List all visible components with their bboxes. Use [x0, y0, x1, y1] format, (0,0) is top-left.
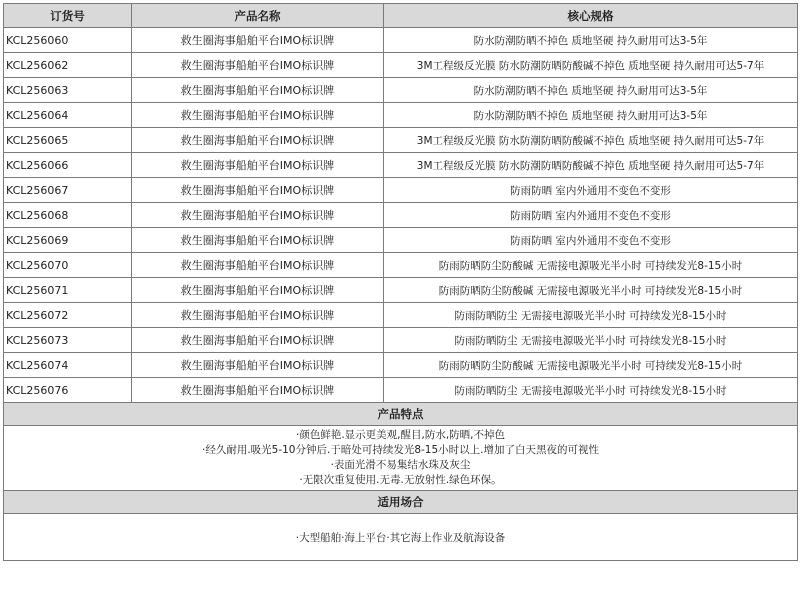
cell-spec: 防水防潮防晒不掉色 质地坚硬 持久耐用可达3-5年: [384, 103, 798, 128]
features-row: [4, 426, 798, 491]
cell-name: 救生圈海事船舶平台IMO标识牌: [132, 303, 384, 328]
cell-code: KCL256068: [4, 203, 132, 228]
table-row: [4, 253, 798, 278]
table-row: [4, 278, 798, 303]
cell-name: 救生圈海事船舶平台IMO标识牌: [132, 378, 384, 403]
cell-name: 救生圈海事船舶平台IMO标识牌: [132, 253, 384, 278]
cell-spec: 防雨防晒 室内外通用不变色不变形: [384, 178, 798, 203]
cell-name: 救生圈海事船舶平台IMO标识牌: [132, 128, 384, 153]
table-row: [4, 78, 798, 103]
feature-line: ·无限次重复使用.无毒.无放射性.绿色环保。: [299, 474, 502, 486]
table-row: [4, 303, 798, 328]
cell-code: KCL256069: [4, 228, 132, 253]
table-row: [4, 203, 798, 228]
cell-code: KCL256060: [4, 28, 132, 53]
features-list: [4, 426, 798, 491]
cell-spec: 防雨防晒防尘防酸碱 无需接电源吸光半小时 可持续发光8-15小时: [384, 353, 798, 378]
cell-spec: 防水防潮防晒不掉色 质地坚硬 持久耐用可达3-5年: [384, 78, 798, 103]
cell-spec: 防雨防晒防尘防酸碱 无需接电源吸光半小时 可持续发光8-15小时: [384, 278, 798, 303]
usage-row: [4, 514, 798, 561]
cell-spec: 3M工程级反光膜 防水防潮防晒防酸碱不掉色 质地坚硬 持久耐用可达5-7年: [384, 53, 798, 78]
table-row: [4, 153, 798, 178]
cell-spec: 防水防潮防晒不掉色 质地坚硬 持久耐用可达3-5年: [384, 28, 798, 53]
usage-header-row: [4, 491, 798, 514]
cell-spec: 防雨防晒防尘防酸碱 无需接电源吸光半小时 可持续发光8-15小时: [384, 253, 798, 278]
cell-code: KCL256066: [4, 153, 132, 178]
header-spec: 核心规格: [384, 4, 798, 28]
cell-code: KCL256067: [4, 178, 132, 203]
cell-spec: 防雨防晒 室内外通用不变色不变形: [384, 203, 798, 228]
table-header-row: [4, 4, 798, 28]
table-row: [4, 53, 798, 78]
table-row: [4, 228, 798, 253]
table-body: [4, 28, 798, 403]
feature-line: ·颜色鲜艳.显示更美观,醒目,防水,防晒,不掉色: [295, 429, 506, 441]
cell-code: KCL256074: [4, 353, 132, 378]
cell-spec: 防雨防晒 室内外通用不变色不变形: [384, 228, 798, 253]
cell-name: 救生圈海事船舶平台IMO标识牌: [132, 228, 384, 253]
table-row: [4, 328, 798, 353]
usage-text: ·大型船舶·海上平台·其它海上作业及航海设备: [4, 514, 798, 561]
table-row: [4, 28, 798, 53]
header-name: 产品名称: [132, 4, 384, 28]
cell-spec: 防雨防晒防尘 无需接电源吸光半小时 可持续发光8-15小时: [384, 303, 798, 328]
cell-name: 救生圈海事船舶平台IMO标识牌: [132, 103, 384, 128]
cell-name: 救生圈海事船舶平台IMO标识牌: [132, 353, 384, 378]
cell-name: 救生圈海事船舶平台IMO标识牌: [132, 28, 384, 53]
cell-name: 救生圈海事船舶平台IMO标识牌: [132, 53, 384, 78]
spec-table: [3, 3, 798, 561]
cell-name: 救生圈海事船舶平台IMO标识牌: [132, 203, 384, 228]
feature-line: ·表面光滑不易集结水珠及灰尘: [330, 459, 471, 471]
cell-code: KCL256072: [4, 303, 132, 328]
table-row: [4, 103, 798, 128]
features-title: 产品特点: [4, 403, 798, 426]
cell-spec: 防雨防晒防尘 无需接电源吸光半小时 可持续发光8-15小时: [384, 328, 798, 353]
cell-code: KCL256062: [4, 53, 132, 78]
cell-code: KCL256070: [4, 253, 132, 278]
cell-code: KCL256071: [4, 278, 132, 303]
table-row: [4, 128, 798, 153]
cell-name: 救生圈海事船舶平台IMO标识牌: [132, 178, 384, 203]
cell-code: KCL256065: [4, 128, 132, 153]
table-row: [4, 353, 798, 378]
feature-line: ·经久耐用.吸光5-10分钟后.于暗处可持续发光8-15小时以上.增加了白天黑夜的可视性: [201, 444, 599, 456]
cell-name: 救生圈海事船舶平台IMO标识牌: [132, 328, 384, 353]
cell-spec: 3M工程级反光膜 防水防潮防晒防酸碱不掉色 质地坚硬 持久耐用可达5-7年: [384, 153, 798, 178]
table-row: [4, 378, 798, 403]
features-header-row: [4, 403, 798, 426]
cell-name: 救生圈海事船舶平台IMO标识牌: [132, 153, 384, 178]
cell-spec: 防雨防晒防尘 无需接电源吸光半小时 可持续发光8-15小时: [384, 378, 798, 403]
cell-code: KCL256064: [4, 103, 132, 128]
cell-code: KCL256076: [4, 378, 132, 403]
spec-sheet: [3, 3, 797, 561]
cell-code: KCL256063: [4, 78, 132, 103]
header-code: 订货号: [4, 4, 132, 28]
cell-name: 救生圈海事船舶平台IMO标识牌: [132, 78, 384, 103]
table-row: [4, 178, 798, 203]
cell-code: KCL256073: [4, 328, 132, 353]
cell-spec: 3M工程级反光膜 防水防潮防晒防酸碱不掉色 质地坚硬 持久耐用可达5-7年: [384, 128, 798, 153]
usage-title: 适用场合: [4, 491, 798, 514]
cell-name: 救生圈海事船舶平台IMO标识牌: [132, 278, 384, 303]
